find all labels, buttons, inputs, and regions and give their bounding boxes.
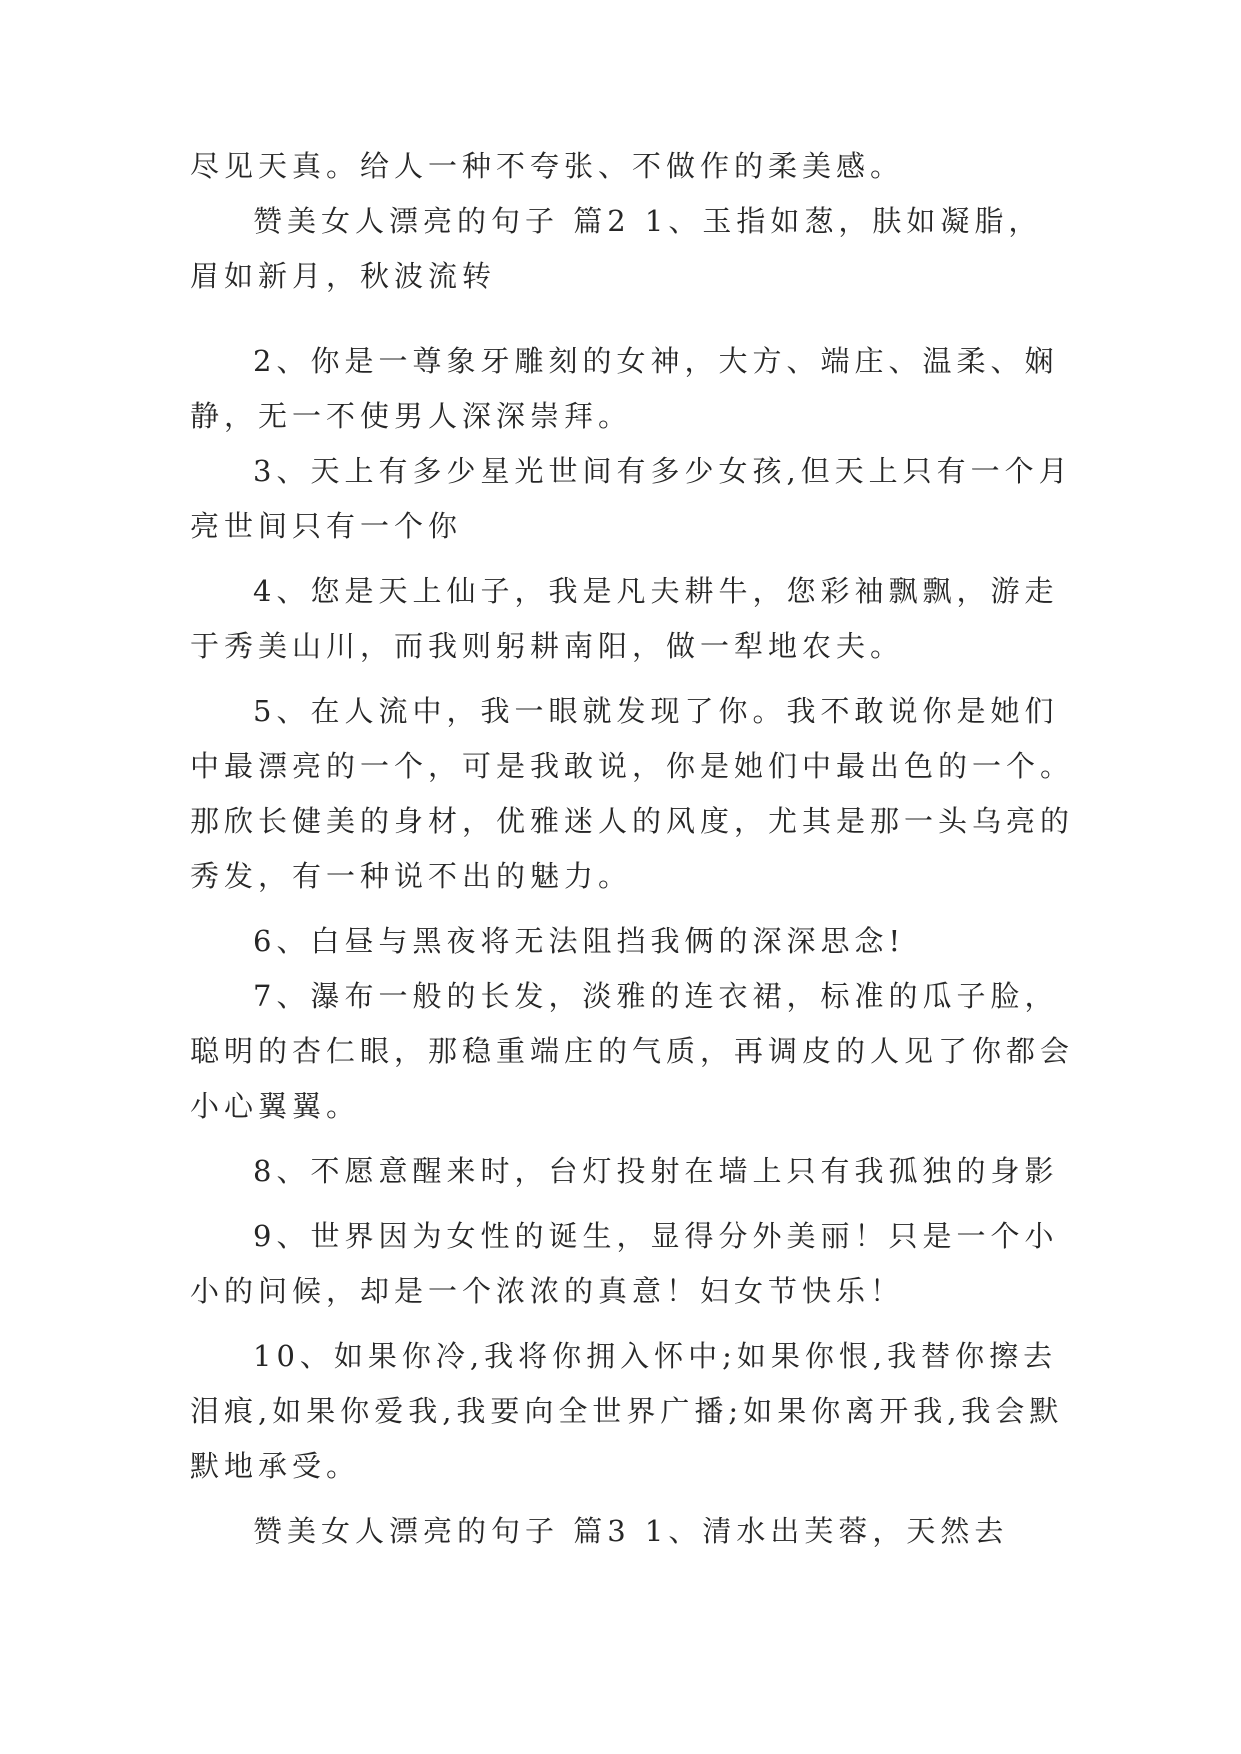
text-line: 亮世间只有一个你 [190,509,463,543]
text-line: 默地承受。 [190,1449,361,1483]
text-line: 3、天上有多少星光世间有多少女孩,但天上只有一个月 [253,454,1073,488]
text-line: 小心翼翼。 [190,1089,361,1123]
text-line: 静，无一不使男人深深崇拜。 [190,399,633,433]
text-line: 9、世界因为女性的诞生，显得分外美丽！只是一个小 [253,1219,1059,1253]
text-line: 中最漂亮的一个，可是我敢说，你是她们中最出色的一个。 [190,749,1075,783]
text-line: 于秀美山川，而我则躬耕南阳，做一犁地农夫。 [190,629,905,663]
text-line: 5、在人流中，我一眼就发现了你。我不敢说你是她们 [253,694,1059,728]
section-heading-line: 赞美女人漂亮的句子 篇2 1、玉指如葱，肤如凝脂， [253,204,1043,238]
text-line: 小的问候，却是一个浓浓的真意！妇女节快乐！ [190,1274,905,1308]
text-line: 2、你是一尊象牙雕刻的女神，大方、端庄、温柔、娴 [253,344,1059,378]
section-heading-line: 赞美女人漂亮的句子 篇3 1、清水出芙蓉，天然去 [253,1514,1009,1548]
text-line: 那欣长健美的身材，优雅迷人的风度，尤其是那一头乌亮的 [190,804,1075,838]
text-line: 8、不愿意醒来时，台灯投射在墙上只有我孤独的身影 [253,1154,1059,1188]
text-line: 眉如新月，秋波流转 [190,259,497,293]
text-line: 聪明的杏仁眼，那稳重端庄的气质，再调皮的人见了你都会 [190,1034,1075,1068]
text-line: 泪痕,如果你爱我,我要向全世界广播;如果你离开我,我会默 [190,1394,1064,1428]
text-line: 10、如果你冷,我将你拥入怀中;如果你恨,我替你擦去 [253,1339,1058,1373]
text-line: 6、白昼与黑夜将无法阻挡我俩的深深思念! [253,924,906,958]
text-line: 尽见天真。给人一种不夸张、不做作的柔美感。 [190,149,905,183]
text-line: 4、您是天上仙子，我是凡夫耕牛，您彩袖飘飘，游走 [253,574,1059,608]
text-line: 秀发，有一种说不出的魅力。 [190,859,633,893]
text-line: 7、瀑布一般的长发，淡雅的连衣裙，标准的瓜子脸， [253,979,1059,1013]
